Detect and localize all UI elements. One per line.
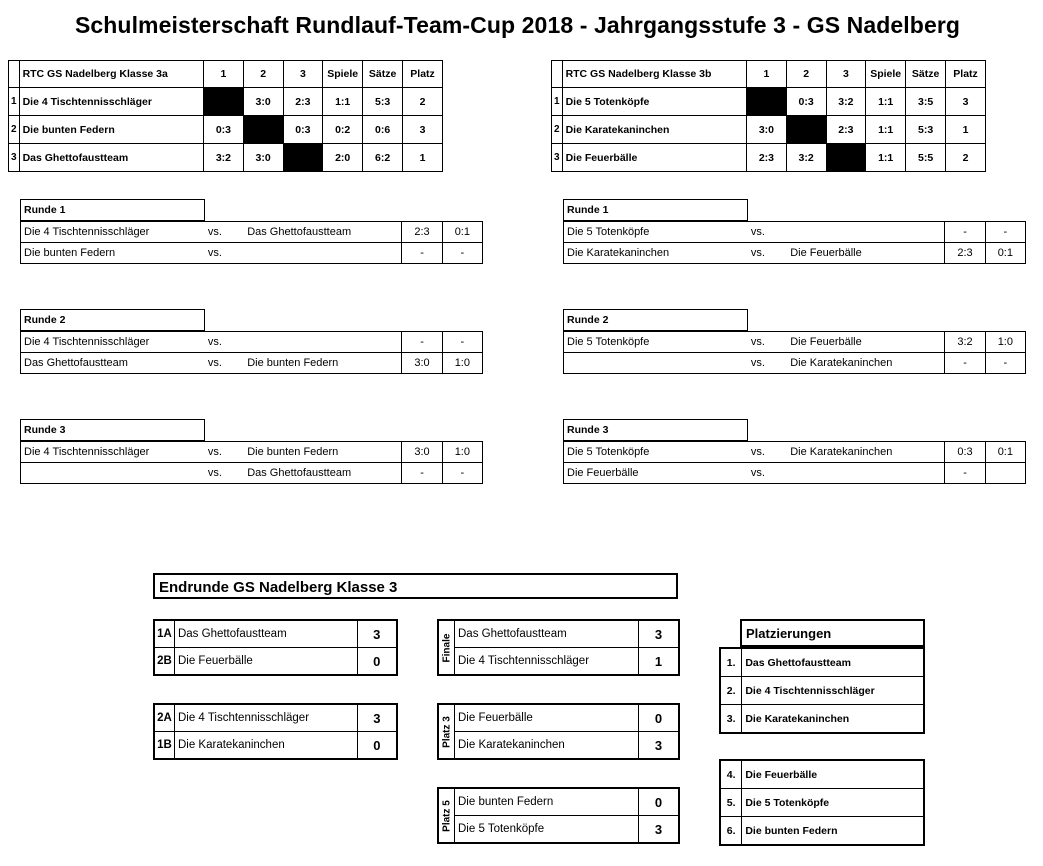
row-number: 3 (9, 144, 20, 172)
rank-number: 2. (720, 677, 742, 705)
col-header: 1 (747, 61, 787, 88)
round-label: Runde 2 (21, 310, 205, 332)
match-sets: - (442, 243, 482, 264)
platz3-label-cell (438, 704, 455, 759)
team-name: Das Ghettofaustteam (19, 144, 204, 172)
match-score: - (945, 463, 985, 484)
team-name: Die bunten Federn (455, 788, 639, 816)
home-team (564, 353, 748, 374)
vs-label: vs. (205, 441, 244, 463)
table-row (9, 144, 443, 172)
match-sets: 0:1 (985, 441, 1025, 463)
away-team: Die bunten Federn (244, 441, 402, 463)
games-value: 1:1 (323, 88, 363, 116)
row-number: 1 (552, 88, 563, 116)
team-name: Die bunten Federn (19, 116, 204, 144)
vs-label: vs. (748, 243, 787, 264)
team-name: Die 4 Tischtennisschläger (174, 704, 357, 732)
table-row (438, 788, 679, 816)
table-row (9, 88, 443, 116)
ranking-row (720, 789, 924, 817)
table-row (438, 732, 679, 760)
sets-value: 5:3 (363, 88, 403, 116)
match-result: 0:3 (786, 88, 826, 116)
match-sets: 1:0 (985, 331, 1025, 353)
platz5-label: Platz 5 (441, 799, 452, 832)
team-name: Das Ghettofaustteam (455, 620, 639, 648)
vs-label: vs. (205, 331, 244, 353)
vs-label: vs. (205, 353, 244, 374)
round-header-spacer (748, 200, 1026, 222)
rank-number: 6. (720, 817, 742, 846)
group-header-row (9, 61, 443, 88)
ranked-team: Die 5 Totenköpfe (742, 789, 924, 817)
match-row (564, 221, 1026, 243)
match-score: - (945, 353, 985, 374)
games-value: 1:1 (866, 88, 906, 116)
vs-label: vs. (205, 463, 244, 484)
away-team (244, 243, 402, 264)
col-header: Spiele (866, 61, 906, 88)
team-name: Die Feuerbälle (562, 144, 747, 172)
home-team: Die Karatekaninchen (564, 243, 748, 264)
endrunde-title: Endrunde GS Nadelberg Klasse 3 (153, 573, 678, 599)
rank-value: 2 (403, 88, 443, 116)
round-a2-table (20, 309, 483, 374)
platz3-table (437, 703, 680, 760)
away-team: Die Feuerbälle (787, 243, 945, 264)
match-result: 2:3 (747, 144, 787, 172)
sets-value: 0:6 (363, 116, 403, 144)
away-team: Die Feuerbälle (787, 331, 945, 353)
match-result: 2:3 (826, 116, 866, 144)
round-a1-table (20, 199, 483, 264)
ranked-team: Die 4 Tischtennisschläger (742, 677, 924, 705)
blocked-cell (243, 116, 283, 144)
match-sets: 1:0 (442, 441, 482, 463)
round-label: Runde 3 (21, 420, 205, 442)
home-team: Die 5 Totenköpfe (564, 221, 748, 243)
round-b3-table (563, 419, 1026, 484)
header-num-cell (552, 61, 563, 88)
team-name: Die 5 Totenköpfe (455, 816, 639, 844)
match-row (21, 331, 483, 353)
rank-number: 1. (720, 648, 742, 677)
team-name: Die Feuerbälle (174, 648, 357, 676)
group-name: RTC GS Nadelberg Klasse 3a (19, 61, 204, 88)
match-sets (985, 463, 1025, 484)
finale-label: Finale (441, 633, 452, 662)
home-team: Die 4 Tischtennisschläger (21, 331, 205, 353)
rank-value: 2 (946, 144, 986, 172)
platzierungen-title: Platzierungen (740, 619, 925, 647)
games-value: 0:2 (323, 116, 363, 144)
group-header-row (552, 61, 986, 88)
match-sets: 1:0 (442, 353, 482, 374)
team-name: Die 4 Tischtennisschläger (455, 648, 639, 676)
seed-label: 1A (154, 620, 174, 648)
match-row (564, 441, 1026, 463)
match-sets: 0:1 (985, 243, 1025, 264)
match-result: 3:2 (826, 88, 866, 116)
team-name: Die Karatekaninchen (174, 732, 357, 760)
semifinal-2-table (153, 703, 398, 760)
row-number: 3 (552, 144, 563, 172)
vs-label: vs. (748, 463, 787, 484)
match-score: - (402, 331, 442, 353)
match-sets: - (442, 331, 482, 353)
match-row (21, 243, 483, 264)
match-row (564, 353, 1026, 374)
match-result: 3:0 (243, 144, 283, 172)
group-b-table (551, 60, 986, 172)
match-row (564, 243, 1026, 264)
col-header: Platz (403, 61, 443, 88)
blocked-cell (283, 144, 323, 172)
team-name: Die 4 Tischtennisschläger (19, 88, 204, 116)
ranking-row (720, 705, 924, 734)
table-row (552, 116, 986, 144)
match-score: - (402, 243, 442, 264)
round-label: Runde 1 (21, 200, 205, 222)
away-team (787, 463, 945, 484)
rank-value: 3 (946, 88, 986, 116)
team-score: 3 (639, 620, 680, 648)
round-header-spacer (748, 310, 1026, 332)
vs-label: vs. (748, 441, 787, 463)
match-score: 3:0 (402, 441, 442, 463)
match-result: 3:2 (204, 144, 244, 172)
match-score: - (402, 463, 442, 484)
match-row (21, 221, 483, 243)
team-score: 3 (639, 816, 680, 844)
away-team: Die Karatekaninchen (787, 441, 945, 463)
team-name: Die 5 Totenköpfe (562, 88, 747, 116)
match-score: 3:2 (945, 331, 985, 353)
home-team: Die 4 Tischtennisschläger (21, 221, 205, 243)
table-row (154, 648, 397, 676)
match-score: 2:3 (402, 221, 442, 243)
match-result: 3:2 (786, 144, 826, 172)
home-team: Die 4 Tischtennisschläger (21, 441, 205, 463)
sets-value: 5:5 (906, 144, 946, 172)
col-header: Spiele (323, 61, 363, 88)
group-name: RTC GS Nadelberg Klasse 3b (562, 61, 747, 88)
home-team (21, 463, 205, 484)
match-row (564, 331, 1026, 353)
vs-label: vs. (748, 353, 787, 374)
away-team (244, 331, 402, 353)
vs-label: vs. (205, 221, 244, 243)
platzierungen-rest-table (719, 759, 925, 846)
home-team: Das Ghettofaustteam (21, 353, 205, 374)
row-number: 2 (9, 116, 20, 144)
seed-label: 2A (154, 704, 174, 732)
platzierungen-top-table (719, 647, 925, 734)
seed-label: 1B (154, 732, 174, 760)
rank-number: 5. (720, 789, 742, 817)
away-team: Das Ghettofaustteam (244, 463, 402, 484)
games-value: 1:1 (866, 116, 906, 144)
team-score: 0 (357, 648, 397, 676)
round-label: Runde 1 (564, 200, 748, 222)
team-score: 3 (357, 620, 397, 648)
row-number: 1 (9, 88, 20, 116)
round-label: Runde 3 (564, 420, 748, 442)
team-score: 0 (639, 788, 680, 816)
vs-label: vs. (205, 243, 244, 264)
home-team: Die 5 Totenköpfe (564, 441, 748, 463)
sets-value: 5:3 (906, 116, 946, 144)
games-value: 1:1 (866, 144, 906, 172)
team-score: 3 (357, 704, 397, 732)
match-score: 3:0 (402, 353, 442, 374)
table-row (552, 144, 986, 172)
blocked-cell (826, 144, 866, 172)
round-a3-table (20, 419, 483, 484)
page-title: Schulmeisterschaft Rundlauf-Team-Cup 2018 - Jahrgangsstufe 3 - GS Nadelberg (74, 12, 961, 38)
match-result: 0:3 (204, 116, 244, 144)
table-row (438, 816, 679, 844)
team-name: Die Feuerbälle (455, 704, 639, 732)
rank-number: 4. (720, 760, 742, 789)
round-header-spacer (205, 310, 483, 332)
round-b1-table (563, 199, 1026, 264)
rank-value: 1 (403, 144, 443, 172)
ranked-team: Das Ghettofaustteam (742, 648, 924, 677)
finale-table (437, 619, 680, 676)
team-name: Die Karatekaninchen (562, 116, 747, 144)
ranked-team: Die bunten Federn (742, 817, 924, 846)
table-row (154, 732, 397, 760)
match-row (21, 463, 483, 484)
team-score: 1 (639, 648, 680, 676)
match-result: 0:3 (283, 116, 323, 144)
ranking-row (720, 817, 924, 846)
match-row (21, 353, 483, 374)
match-sets: 0:1 (442, 221, 482, 243)
match-sets: - (985, 353, 1025, 374)
team-score: 3 (639, 732, 680, 760)
platz5-table (437, 787, 680, 844)
round-header-spacer (205, 420, 483, 442)
vs-label: vs. (748, 221, 787, 243)
away-team: Die Karatekaninchen (787, 353, 945, 374)
col-header: 1 (204, 61, 244, 88)
round-header-spacer (205, 200, 483, 222)
games-value: 2:0 (323, 144, 363, 172)
table-row (438, 648, 679, 676)
match-row (564, 463, 1026, 484)
sets-value: 6:2 (363, 144, 403, 172)
rank-value: 3 (403, 116, 443, 144)
rank-value: 1 (946, 116, 986, 144)
table-row (438, 620, 679, 648)
match-score: 0:3 (945, 441, 985, 463)
round-header-spacer (748, 420, 1026, 442)
away-team: Die bunten Federn (244, 353, 402, 374)
team-score: 0 (357, 732, 397, 760)
col-header: Sätze (906, 61, 946, 88)
col-header: Platz (946, 61, 986, 88)
match-sets: - (442, 463, 482, 484)
match-row (21, 441, 483, 463)
blocked-cell (786, 116, 826, 144)
table-row (154, 620, 397, 648)
round-b2-table (563, 309, 1026, 374)
match-score: 2:3 (945, 243, 985, 264)
platz3-label: Platz 3 (441, 715, 452, 748)
home-team: Die Feuerbälle (564, 463, 748, 484)
match-sets: - (985, 221, 1025, 243)
table-row (552, 88, 986, 116)
ranking-row (720, 760, 924, 789)
finale-label-cell (438, 620, 455, 675)
away-team (787, 221, 945, 243)
group-a-table (8, 60, 443, 172)
col-header: Sätze (363, 61, 403, 88)
table-row (9, 116, 443, 144)
home-team: Die 5 Totenköpfe (564, 331, 748, 353)
match-result: 2:3 (283, 88, 323, 116)
seed-label: 2B (154, 648, 174, 676)
ranking-row (720, 648, 924, 677)
sets-value: 3:5 (906, 88, 946, 116)
team-name: Die Karatekaninchen (455, 732, 639, 760)
table-row (438, 704, 679, 732)
col-header: 2 (243, 61, 283, 88)
row-number: 2 (552, 116, 563, 144)
away-team: Das Ghettofaustteam (244, 221, 402, 243)
col-header: 3 (283, 61, 323, 88)
col-header: 2 (786, 61, 826, 88)
blocked-cell (747, 88, 787, 116)
team-name: Das Ghettofaustteam (174, 620, 357, 648)
blocked-cell (204, 88, 244, 116)
table-row (154, 704, 397, 732)
ranked-team: Die Feuerbälle (742, 760, 924, 789)
col-header: 3 (826, 61, 866, 88)
match-result: 3:0 (747, 116, 787, 144)
semifinal-1-table (153, 619, 398, 676)
vs-label: vs. (748, 331, 787, 353)
home-team: Die bunten Federn (21, 243, 205, 264)
ranked-team: Die Karatekaninchen (742, 705, 924, 734)
header-num-cell (9, 61, 20, 88)
ranking-row (720, 677, 924, 705)
platz5-label-cell (438, 788, 455, 843)
match-result: 3:0 (243, 88, 283, 116)
round-label: Runde 2 (564, 310, 748, 332)
rank-number: 3. (720, 705, 742, 734)
team-score: 0 (639, 704, 680, 732)
match-score: - (945, 221, 985, 243)
